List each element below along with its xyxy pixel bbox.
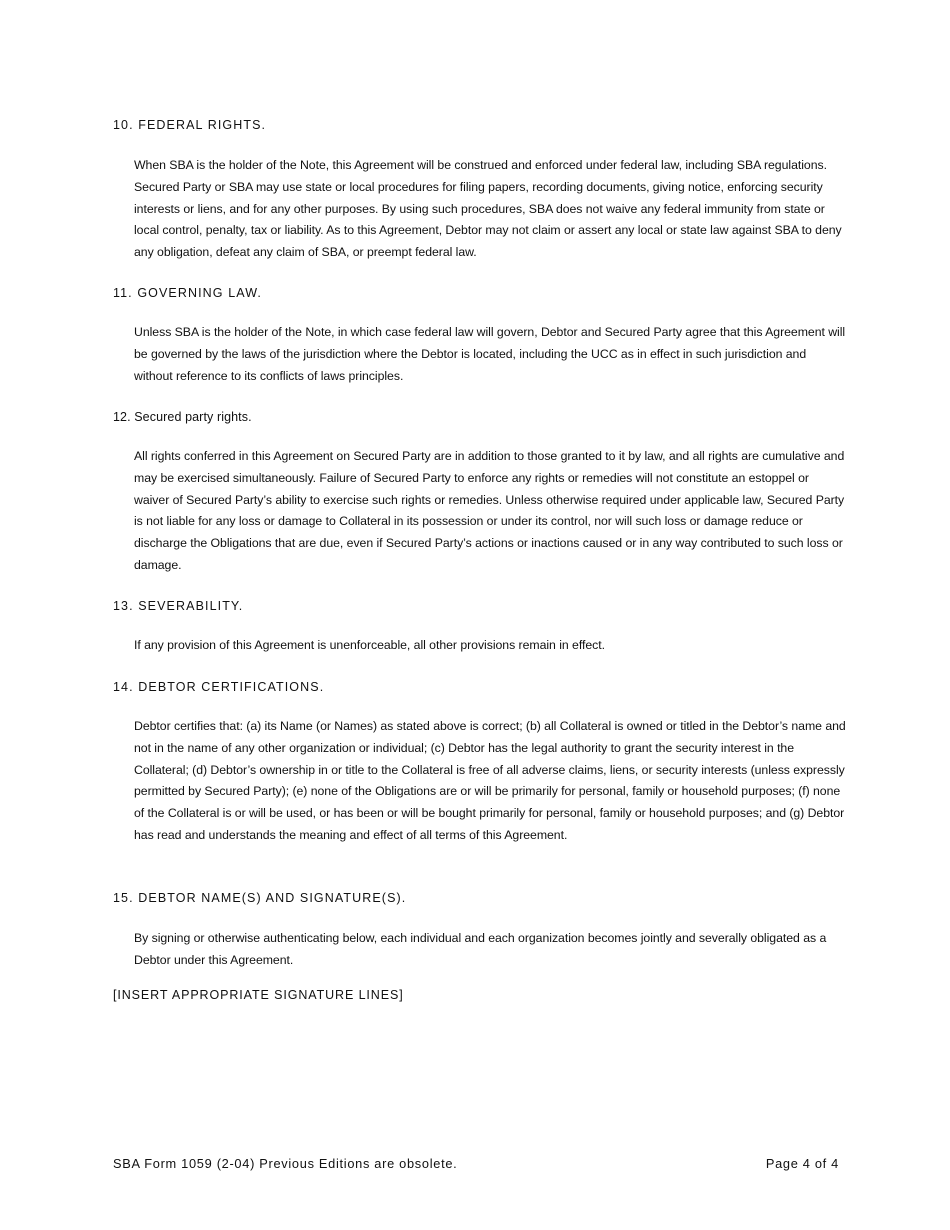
section-body-debtor-signatures: By signing or otherwise authenticating below, each individual and each organization becomes jointly and severally obligated as a Debtor under this Agreement. bbox=[134, 931, 827, 967]
section-heading-debtor-signatures: 15. DEBTOR NAME(S) AND SIGNATURE(S). bbox=[113, 891, 407, 905]
section-body-secured-party-rights: All rights conferred in this Agreement on Secured Party are in addition to those granted to it by law, and all rights are cumulative and may be exercised simultaneously. Failure of Secured Party to enforce any rights or remedies will not constitute an estoppel or waiver of Secured Party’s ability to exercise such rights or remedies. Unless otherwise required under applicable law, Secured Party is not liable for any loss or damage to Collateral in its possession or under its control, nor will such loss or damage reduce or discharge the Obligations that are due, even if Secured Party’s actions or inactions caused or in any way contributed to such loss or damage. bbox=[134, 449, 845, 572]
section-heading-secured-party-rights: 12. Secured party rights. bbox=[113, 410, 252, 424]
section-heading-severability: 13. SEVERABILITY. bbox=[113, 599, 244, 613]
section-heading-governing-law: 11. GOVERNING LAW. bbox=[113, 286, 262, 300]
section-body-federal-rights: When SBA is the holder of the Note, this Agreement will be construed and enforced under federal law, including SBA regulations. Secured Party or SBA may use state or local procedures for filing papers, recording documents, giving notice, enforcing security interests or liens, and for any other purposes. By using such procedures, SBA does not waive any federal immunity from state or local control, penalty, tax or liability. As to this Agreement, Debtor may not claim or assert any local or state law against SBA to deny any obligation, defeat any claim of SBA, or preempt federal law. bbox=[134, 158, 842, 260]
signature-lines-placeholder: [INSERT APPROPRIATE SIGNATURE LINES] bbox=[113, 988, 404, 1002]
form-footer-label: SBA Form 1059 (2-04) Previous Editions are obsolete. bbox=[113, 1156, 458, 1171]
section-heading-debtor-certifications: 14. DEBTOR CERTIFICATIONS. bbox=[113, 680, 325, 694]
section-body-governing-law: Unless SBA is the holder of the Note, in which case federal law will govern, Debtor and Secured Party agree that this Agreement will be governed by the laws of the jurisdiction where the Debtor is located, including the UCC as in effect in such jurisdiction and without reference to its conflicts of laws principles. bbox=[134, 325, 846, 383]
section-heading-federal-rights: 10. FEDERAL RIGHTS. bbox=[113, 118, 267, 132]
section-body-debtor-certifications: Debtor certifies that: (a) its Name (or Names) as stated above is correct; (b) all Collateral is owned or titled in the Debtor’s name and not in the name of any other organization or individual; (c) Debtor has the legal authority to grant the security interest in the Collateral; (d) Debtor’s ownership in or title to the Collateral is free of all adverse claims, liens, or security interests (unless expressly permitted by Secured Party); (e) none of the Obligations are or will be primarily for personal, family or household purposes; (f) none of the Collateral is or will be used, or has been or will be bought primarily for personal, family or household purposes; and (g) Debtor has read and understands the meaning and effect of all terms of this Agreement. bbox=[134, 719, 846, 842]
page-number: Page 4 of 4 bbox=[765, 1156, 839, 1171]
section-body-severability: If any provision of this Agreement is unenforceable, all other provisions remain in effect. bbox=[134, 638, 605, 652]
